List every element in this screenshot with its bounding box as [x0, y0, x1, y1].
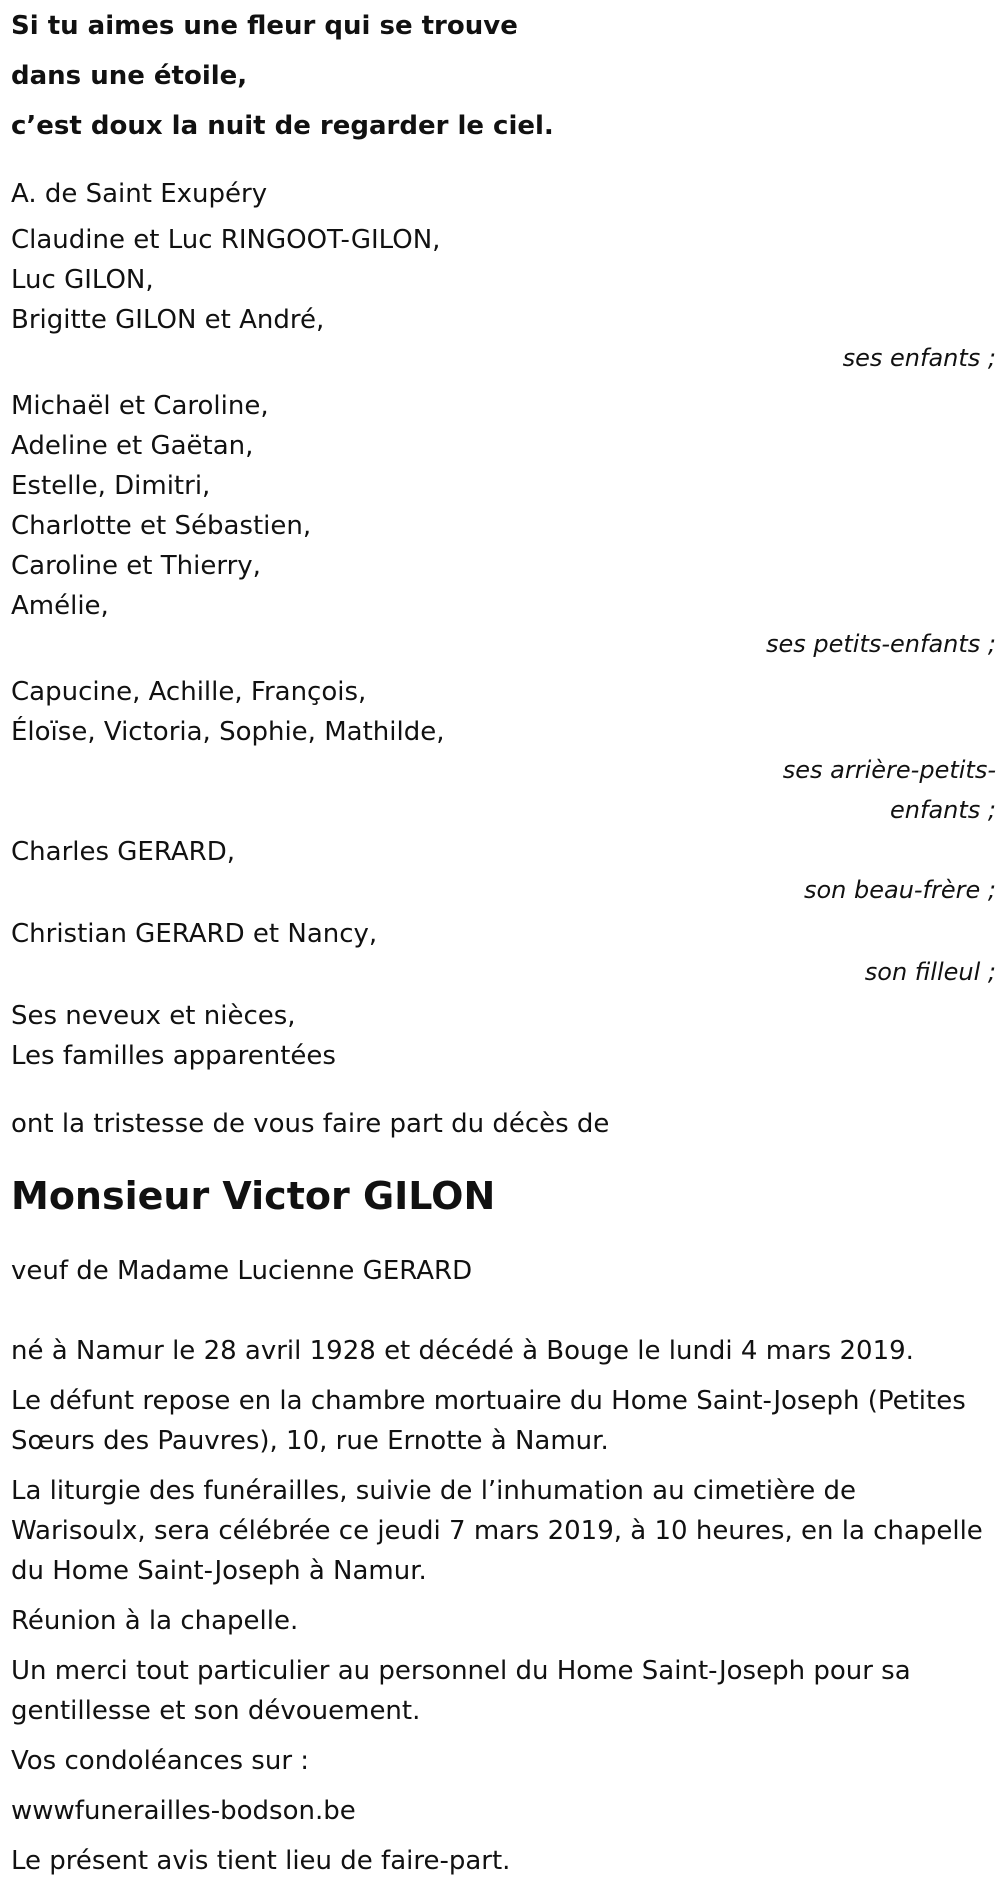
birth-death-text: né à Namur le 28 avril 1928 et décédé à Bouge le lundi 4 mars 2019.: [11, 1336, 914, 1366]
liturgy-text: La liturgie des funérailles, suivie de l’inhumation au cimetière de Warisoulx, sera célébrée ce jeudi 7 mars 2019, à 10 heures, en la chapelle du Home Saint-Joseph à Namur.: [11, 1476, 983, 1586]
family-name-line: Brigitte GILON et André,: [11, 305, 325, 335]
poem-author: A. de Saint Exupéry: [11, 179, 268, 209]
obituary-notice: [11, 0, 996, 1881]
poem-line-2: dans une étoile,: [11, 61, 248, 91]
family-name-line: Caroline et Thierry,: [11, 551, 261, 581]
relation-label: ses arrière-petits-enfants ;: [782, 756, 996, 824]
family-group-children: [11, 220, 996, 378]
epigraph-poem: [11, 1, 996, 151]
family-name-line: Michaël et Caroline,: [11, 391, 269, 421]
family-name-line: Éloïse, Victoria, Sophie, Mathilde,: [11, 717, 445, 747]
relation-label: son filleul ;: [864, 958, 996, 986]
family-name-line: Luc GILON,: [11, 265, 154, 295]
family-name-line: Claudine et Luc RINGOOT-GILON,: [11, 225, 441, 255]
other-relatives-line: Ses neveux et nièces,: [11, 1001, 296, 1031]
family-name-line: Capucine, Achille, François,: [11, 677, 367, 707]
relation-label: son beau-frère ;: [803, 876, 996, 904]
family-group-godson: [11, 914, 996, 992]
family-name-line: Charles GERARD,: [11, 837, 236, 867]
poem-line-3: c’est doux la nuit de regarder le ciel.: [11, 111, 554, 141]
widow-of-text: veuf de Madame Lucienne GERARD: [11, 1256, 473, 1286]
family-name-line: Charlotte et Sébastien,: [11, 511, 312, 541]
other-relatives-line: Les familles apparentées: [11, 1041, 336, 1071]
other-relatives: [11, 996, 996, 1076]
meeting-text: Réunion à la chapelle.: [11, 1606, 299, 1636]
repose-text: Le défunt repose en la chambre mortuaire du Home Saint-Joseph (Petites Sœurs des Pauvres), 10, rue Ernotte à Namur.: [11, 1386, 966, 1456]
relation-label: ses petits-enfants ;: [765, 630, 996, 658]
family-name-line: Christian GERARD et Nancy,: [11, 919, 378, 949]
announcement-text: ont la tristesse de vous faire part du décès de: [11, 1109, 610, 1139]
family-name-line: Estelle, Dimitri,: [11, 471, 211, 501]
deceased-name: Monsieur Victor GILON: [11, 1174, 496, 1218]
poem-line-1: Si tu aimes une fleur qui se trouve: [11, 11, 518, 41]
family-group-great-grandchildren: [11, 672, 996, 830]
family-name-line: Amélie,: [11, 591, 109, 621]
family-name-line: Adeline et Gaëtan,: [11, 431, 254, 461]
website-link[interactable]: wwwfunerailles-bodson.be: [11, 1796, 356, 1826]
closing-text: Le présent avis tient lieu de faire-part.: [11, 1846, 511, 1876]
condolences-label: Vos condoléances sur :: [11, 1746, 310, 1776]
family-group-brother-in-law: [11, 832, 996, 910]
thanks-text: Un merci tout particulier au personnel du Home Saint-Joseph pour sa gentillesse et son dévouement.: [11, 1656, 911, 1726]
relation-label: ses enfants ;: [842, 344, 996, 372]
family-group-grandchildren: [11, 386, 996, 664]
